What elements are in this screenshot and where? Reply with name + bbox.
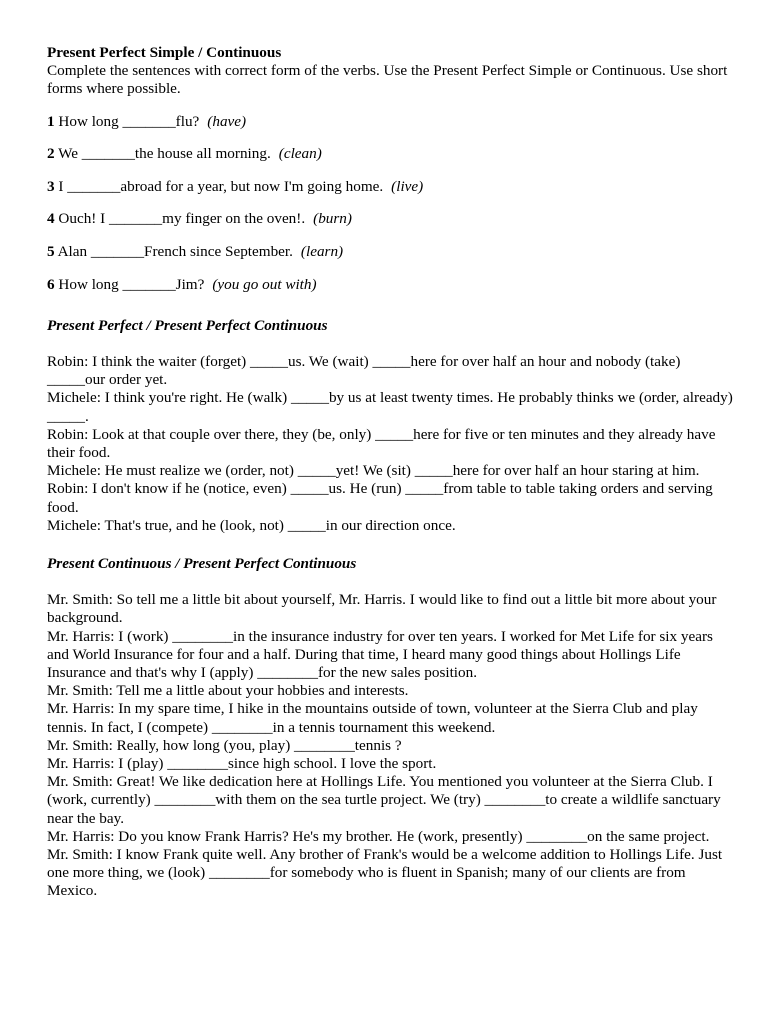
item-number: 1 <box>47 112 55 130</box>
dialogue-line: Mr. Smith: Tell me a little about your hobbies and interests. <box>47 682 409 700</box>
section-2-dialogue <box>47 353 737 535</box>
exercise-1-list <box>47 113 737 294</box>
item-number: 5 <box>47 242 55 260</box>
exercise-item <box>47 178 737 196</box>
exercise-item <box>47 276 737 294</box>
worksheet-page <box>47 44 737 901</box>
section-2-heading: Present Perfect / Present Perfect Continuous <box>47 316 328 334</box>
exercise-item <box>47 145 737 163</box>
item-sentence: How long _______flu? <box>58 112 200 130</box>
item-verb-hint: (burn) <box>313 210 352 228</box>
item-verb-hint: (have) <box>207 112 247 130</box>
dialogue-line: Mr. Harris: I (work) ________in the insurance industry for over ten years. I worked for Met Life for six years and World Insurance for four and a half. During that time, I heard many good things about Hollings Life Insurance and that's why I (apply) ________for the new sales position. <box>47 627 713 682</box>
dialogue-line: Robin: I don't know if he (notice, even) _____us. He (run) _____from table to table taking orders and serving food. <box>47 480 713 516</box>
dialogue-line: Mr. Harris: Do you know Frank Harris? He's my brother. He (work, presently) ________on the same project. <box>47 827 710 845</box>
exercise-item <box>47 243 737 261</box>
dialogue-line: Mr. Harris: I (play) ________since high school. I love the sport. <box>47 755 437 773</box>
dialogue-line: Mr. Smith: Really, how long (you, play) ________tennis ? <box>47 736 402 754</box>
item-number: 4 <box>47 210 55 228</box>
item-verb-hint: (you go out with) <box>212 275 317 293</box>
worksheet-title: Present Perfect Simple / Continuous <box>47 44 282 61</box>
item-sentence: How long _______Jim? <box>58 275 205 293</box>
item-sentence: We _______the house all morning. <box>58 145 271 163</box>
item-number: 6 <box>47 275 55 293</box>
dialogue-line: Robin: I think the waiter (forget) _____us. We (wait) _____here for over half an hour and nobody (take) _____our order yet. <box>47 352 681 389</box>
exercise-item <box>47 113 737 131</box>
item-number: 3 <box>47 177 55 195</box>
dialogue-line: Mr. Smith: So tell me a little bit about yourself, Mr. Harris. I would like to find out a little bit more about your background. <box>47 591 717 627</box>
item-number: 2 <box>47 145 55 163</box>
item-sentence: Alan _______French since September. <box>57 242 293 260</box>
dialogue-line: Mr. Smith: Great! We like dedication here at Hollings Life. You mentioned you volunteer at the Sierra Club. I (work, currently) ________with them on the sea turtle project. We (try) ________to create a wildlife sanctuary near the bay. <box>47 773 721 827</box>
exercise-item <box>47 210 737 228</box>
item-sentence: I _______abroad for a year, but now I'm going home. <box>58 177 384 195</box>
dialogue-line: Mr. Harris: In my spare time, I hike in the mountains outside of town, volunteer at the Sierra Club and play tennis. In fact, I (compete) ________in a tennis tournament this weekend. <box>47 700 698 736</box>
dialogue-line: Michele: I think you're right. He (walk) _____by us at least twenty times. He probably thinks we (order, already) _____. <box>47 389 733 425</box>
dialogue-line: Michele: He must realize we (order, not) _____yet! We (sit) _____here for over half an hour staring at him. <box>47 462 700 480</box>
item-sentence: Ouch! I _______my finger on the oven!. <box>58 210 306 228</box>
dialogue-line: Michele: That's true, and he (look, not) _____in our direction once. <box>47 516 456 534</box>
item-verb-hint: (learn) <box>300 242 344 260</box>
dialogue-line: Robin: Look at that couple over there, they (be, only) _____here for five or ten minutes and they already have their food. <box>47 425 716 461</box>
item-verb-hint: (clean) <box>278 145 322 163</box>
instructions-text: Complete the sentences with correct form of the verbs. Use the Present Perfect Simple or Continuous. Use short forms where possible. <box>47 62 728 98</box>
item-verb-hint: (live) <box>391 177 424 195</box>
dialogue-line: Mr. Smith: I know Frank quite well. Any brother of Frank's would be a welcome addition to Hollings Life. Just one more thing, we (look) ________for somebody who is fluent in Spanish; many of our clients are from Mexico. <box>47 846 723 900</box>
section-3-heading: Present Continuous / Present Perfect Continuous <box>47 555 357 573</box>
section-3-dialogue <box>47 591 737 900</box>
